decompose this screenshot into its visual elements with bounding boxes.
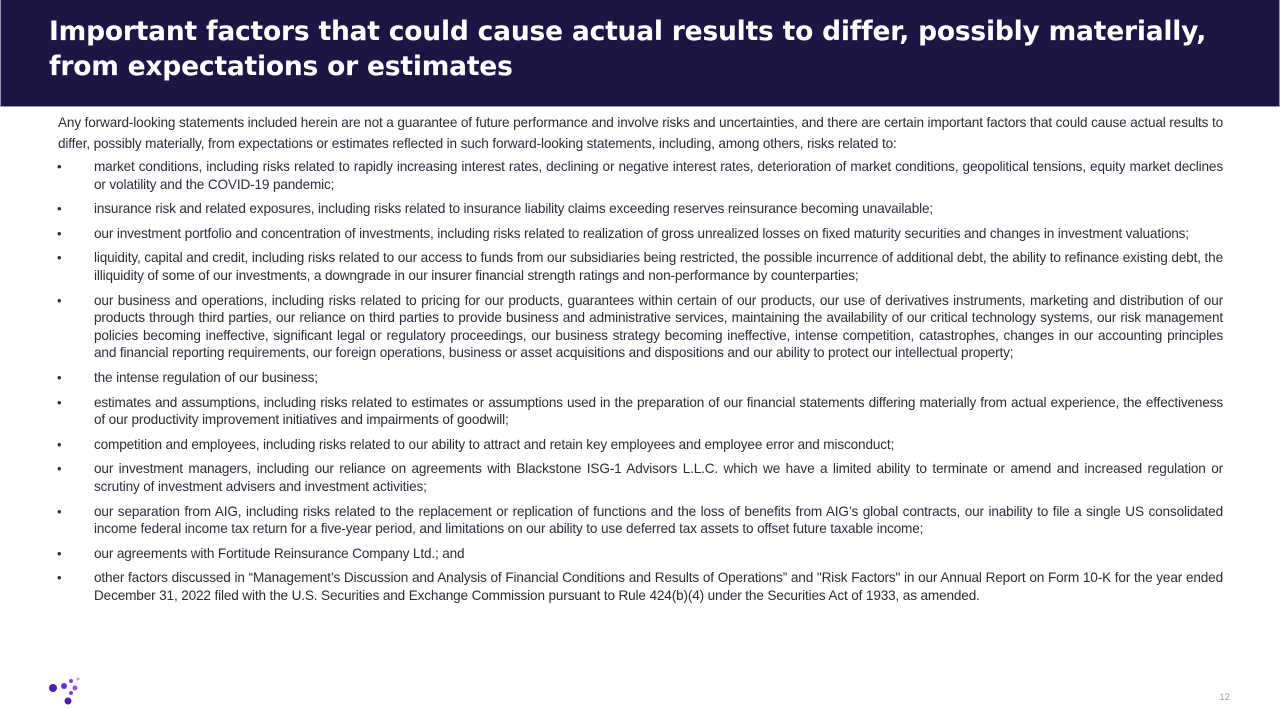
list-item (58, 503, 1223, 538)
bullet-icon: • (57, 201, 62, 217)
disclaimer-body (58, 112, 1223, 611)
list-item-text: other factors discussed in “Management’s Discussion and Analysis of Financial Conditions and Results of Operations” and "Risk Factors" in our Annual Report on Form 10-K for the year ended December 31, 2022 filed with the U.S. Securities and Exchange Commission pursuant to Rule 424(b)(4) under the Securities Act of 1933, as amended. (94, 570, 1223, 603)
title-banner (0, 0, 1280, 107)
bullet-icon: • (57, 250, 62, 266)
list-item-text: our separation from AIG, including risks related to the replacement or replication of functions and the loss of benefits from AIG’s global contracts, our inability to file a single US consolidated income federal income tax return for a five-year period, and limitations on our ability to use deferred tax assets to offset future taxable income; (94, 503, 1223, 537)
list-item-text: our agreements with Fortitude Reinsurance Company Ltd.; and (94, 545, 465, 561)
bullet-icon: • (57, 292, 62, 308)
list-item (58, 200, 1223, 218)
bullet-icon: • (57, 369, 62, 385)
bullet-icon: • (57, 461, 62, 477)
list-item-text: our investment managers, including our reliance on agreements with Blackstone ISG-1 Advisors L.L.C. which we have a limited ability to terminate or amend and increased regulation or scrutiny of investment advisers and investment activities; (94, 461, 1223, 494)
logo-dot (49, 684, 57, 692)
bullet-icon: • (57, 570, 62, 586)
list-item-text: insurance risk and related exposures, including risks related to insurance liability claims exceeding reserves reinsurance becoming unavailable; (94, 201, 934, 217)
list-item (58, 369, 1223, 387)
list-item (58, 225, 1223, 243)
logo-dot (61, 683, 67, 689)
list-item (58, 569, 1223, 604)
list-item (58, 545, 1223, 563)
list-item (58, 158, 1223, 193)
list-item (58, 292, 1223, 362)
list-item-text: our business and operations, including risks related to pricing for our products, guarantees within certain of our products, our use of derivatives instruments, marketing and distribution of our products through third parties, our reliance on third parties to provide business and administrative services, maintaining the availability of our critical technology systems, our risk management policies becoming ineffective, significant legal or regulatory proceedings, our business strategy becoming ineffective, intense competition, catastrophes, changes in our accounting principles and financial reporting requirements, our foreign operations, business or asset acquisitions and dispositions and our ability to protect our intellectual property; (94, 292, 1223, 361)
list-item (58, 460, 1223, 495)
bullet-icon: • (57, 225, 62, 241)
company-logo (46, 676, 86, 706)
list-item-text: estimates and assumptions, including risks related to estimates or assumptions used in the preparation of our financial statements differing materially from actual experience, the effectiveness of our productivity improvement initiatives and impairments of goodwill; (94, 394, 1223, 428)
bullet-icon: • (57, 394, 62, 410)
logo-dot (73, 686, 78, 691)
logo-dot (69, 679, 73, 683)
dot-cluster-logo-icon (46, 676, 86, 706)
risk-factor-list (58, 158, 1223, 604)
intro-paragraph: Any forward-looking statements included herein are not a guarantee of future performance and involve risks and uncertainties, and there are certain important factors that could cause actual results to differ, possibly materially, from expectations or estimates reflected in such forward-looking statements, including, among others, risks related to: (58, 115, 1223, 151)
bullet-icon: • (57, 503, 62, 519)
bullet-icon: • (57, 159, 62, 174)
page-number: 12 (1219, 692, 1230, 703)
list-item-text: competition and employees, including risks related to our ability to attract and retain key employees and employee error and misconduct; (94, 436, 895, 452)
logo-dot (69, 691, 73, 695)
logo-dot (65, 698, 72, 705)
list-item-text: our investment portfolio and concentration of investments, including risks related to realization of gross unrealized losses on fixed maturity securities and changes in investment valuations; (94, 225, 1189, 241)
list-item (58, 436, 1223, 454)
list-item-text: the intense regulation of our business; (94, 369, 318, 385)
list-item-text: market conditions, including risks related to rapidly increasing interest rates, declining or negative interest rates, deterioration of market conditions, geopolitical tensions, equity market declines or volatility and the COVID-19 pandemic; (94, 159, 1223, 192)
bullet-icon: • (57, 436, 62, 452)
list-item-text: liquidity, capital and credit, including risks related to our access to funds from our subsidiaries being restricted, the possible incurrence of additional debt, the ability to refinance existing debt, the illiquidity of some of our investments, a downgrade in our insurer financial strength ratings and non-performance by counterparties; (94, 250, 1223, 283)
page-title: Important factors that could cause actual results to differ, possibly materially, from expectations or estimates (49, 16, 1207, 82)
list-item (58, 249, 1223, 284)
list-item (58, 394, 1223, 429)
bullet-icon: • (57, 545, 62, 561)
logo-dot (77, 678, 80, 681)
